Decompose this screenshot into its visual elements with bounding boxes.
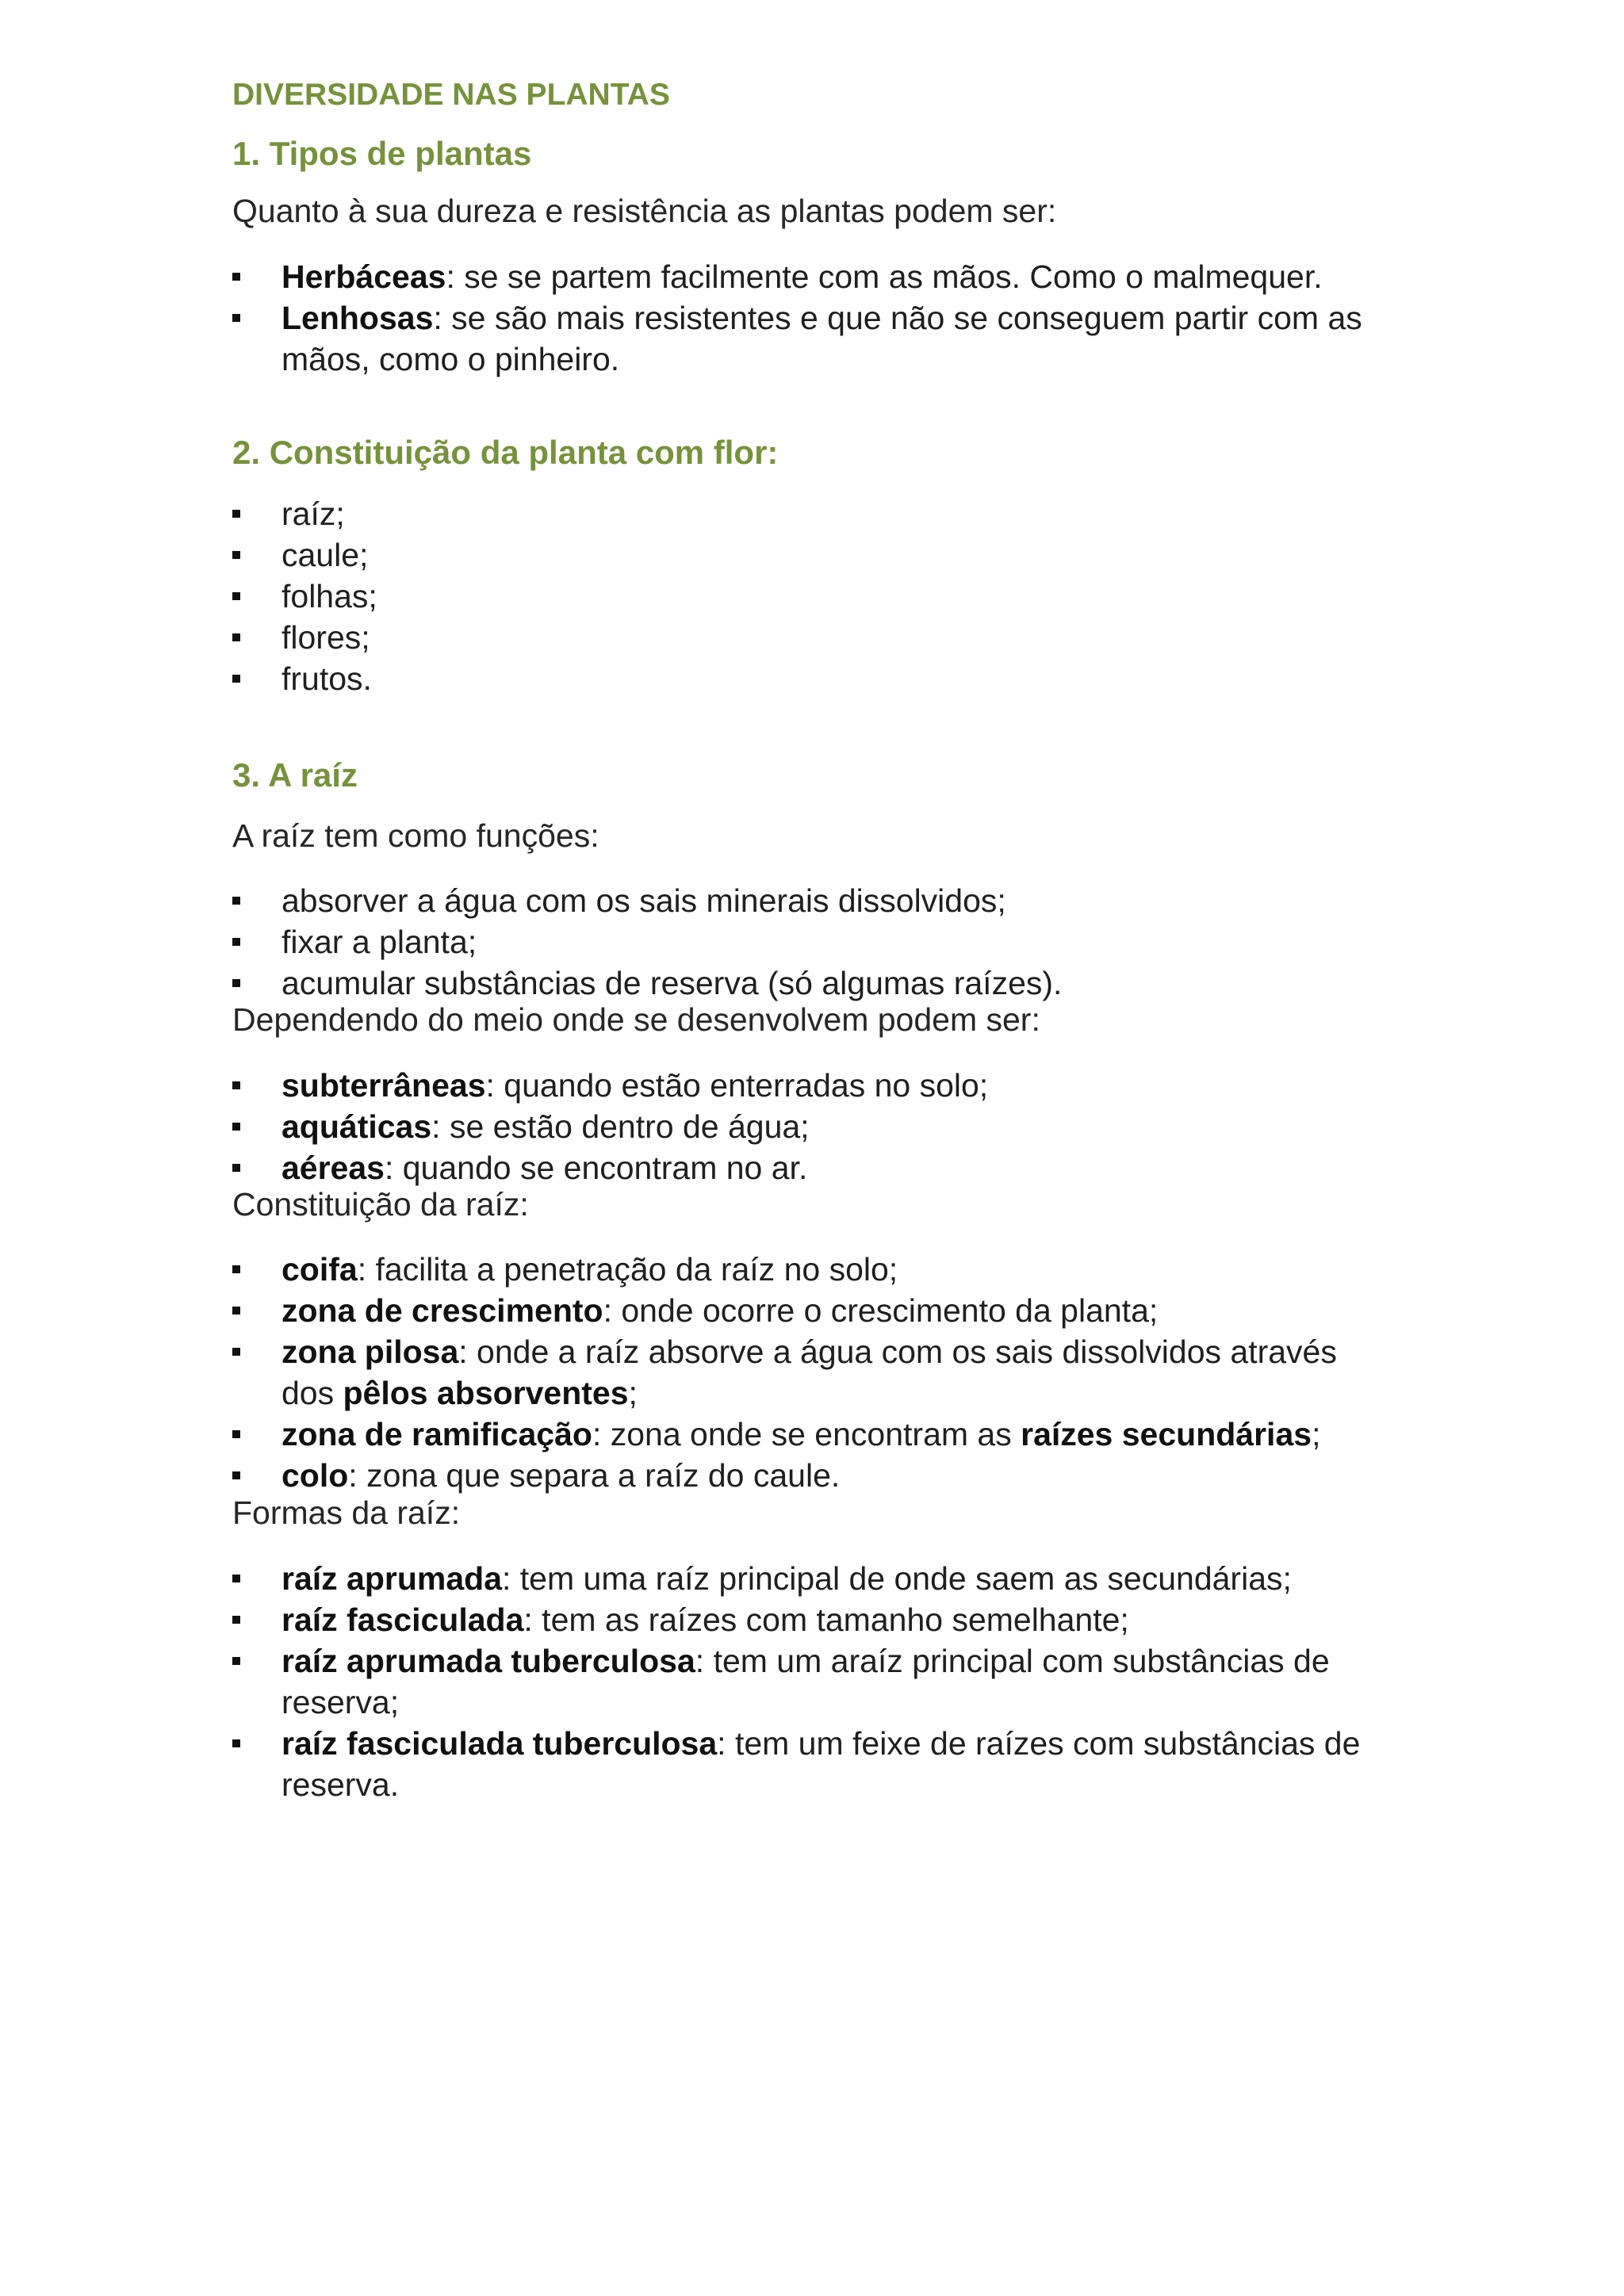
description: : onde a raíz absorve a água com os sais dissolvidos através dos xyxy=(282,1334,1337,1411)
term: raíz aprumada tuberculosa xyxy=(282,1643,695,1679)
bullet-icon xyxy=(232,1348,240,1356)
root-forms-intro: Formas da raíz: xyxy=(232,1494,461,1531)
item-text: raíz; xyxy=(282,496,345,532)
term: aquáticas xyxy=(282,1108,432,1145)
root-functions-intro: A raíz tem como funções: xyxy=(232,817,599,854)
section-2-heading: 2. Constituição da planta com flor: xyxy=(232,434,779,471)
item-text: folhas; xyxy=(282,578,377,614)
list-item xyxy=(232,1065,1422,1106)
description: : zona onde se encontram as xyxy=(592,1416,1021,1452)
description: : tem um araíz principal com substâncias de reserva; xyxy=(282,1643,1330,1720)
list-item xyxy=(232,1599,1382,1640)
term: pêlos absorventes xyxy=(343,1375,629,1411)
document-title: DIVERSIDADE NAS PLANTAS xyxy=(232,78,670,112)
plant-parts-list xyxy=(232,493,1422,699)
root-medium-intro: Dependendo do meio onde se desenvolvem podem ser: xyxy=(232,1001,1040,1038)
description-tail: ; xyxy=(1312,1416,1321,1452)
term: zona de ramificação xyxy=(282,1416,592,1452)
list-item xyxy=(232,1290,1382,1331)
plant-types-list xyxy=(232,256,1398,380)
item-text: absorver a água com os sais minerais dissolvidos; xyxy=(282,882,1006,919)
item-text: fixar a planta; xyxy=(282,924,477,960)
bullet-icon xyxy=(232,1164,240,1172)
list-item xyxy=(232,1147,1422,1188)
term: raíz fasciculada xyxy=(282,1601,524,1638)
bullet-icon xyxy=(232,1575,240,1582)
bullet-icon xyxy=(232,633,240,641)
section-3-heading: 3. A raíz xyxy=(232,756,358,794)
description-tail: ; xyxy=(628,1375,638,1411)
term: aéreas xyxy=(282,1150,385,1186)
root-constitution-intro: Constituição da raíz: xyxy=(232,1186,529,1223)
list-item xyxy=(232,493,1422,534)
description: : tem uma raíz principal de onde saem as secundárias; xyxy=(502,1560,1292,1597)
bullet-icon xyxy=(232,551,240,559)
bullet-icon xyxy=(232,1616,240,1624)
bullet-icon xyxy=(232,592,240,600)
description: : se se partem facilmente com as mãos. Como o malmequer. xyxy=(446,258,1323,295)
term: colo xyxy=(282,1457,349,1494)
list-item xyxy=(232,1558,1382,1599)
term: Lenhosas xyxy=(282,300,434,336)
description: : onde ocorre o crescimento da planta; xyxy=(603,1292,1159,1329)
term: zona de crescimento xyxy=(282,1292,603,1329)
list-item xyxy=(232,921,1422,962)
description: : zona que separa a raíz do caule. xyxy=(348,1457,841,1494)
item-text: caule; xyxy=(282,537,369,573)
description: : se estão dentro de água; xyxy=(431,1108,810,1145)
bullet-icon xyxy=(232,1471,240,1479)
list-item xyxy=(232,297,1398,380)
bullet-icon xyxy=(232,1430,240,1438)
description: : se são mais resistentes e que não se conseguem partir com as mãos, como o pinheiro. xyxy=(282,300,1362,377)
bullet-icon xyxy=(232,273,240,281)
list-item xyxy=(232,534,1422,576)
item-text: flores; xyxy=(282,619,370,656)
bullet-icon xyxy=(232,1739,240,1747)
bullet-icon xyxy=(232,1657,240,1665)
list-item xyxy=(232,1331,1382,1414)
term: coifa xyxy=(282,1251,358,1288)
list-item xyxy=(232,256,1398,297)
list-item xyxy=(232,576,1422,617)
section-1-heading: 1. Tipos de plantas xyxy=(232,135,532,172)
bullet-icon xyxy=(232,314,240,322)
list-item xyxy=(232,1640,1382,1723)
item-text: frutos. xyxy=(282,660,372,697)
bullet-icon xyxy=(232,938,240,946)
term: zona pilosa xyxy=(282,1334,459,1370)
root-functions-list xyxy=(232,880,1422,1004)
term: raízes secundárias xyxy=(1021,1416,1312,1452)
description: : quando estão enterradas no solo; xyxy=(485,1067,989,1104)
term: Herbáceas xyxy=(282,258,446,295)
description: : facilita a penetração da raíz no solo; xyxy=(357,1251,898,1288)
term: raíz fasciculada tuberculosa xyxy=(282,1725,718,1762)
section-1-intro: Quanto à sua dureza e resistência as plantas podem ser: xyxy=(232,193,1057,229)
list-item xyxy=(232,617,1422,658)
list-item xyxy=(232,658,1422,699)
root-medium-list xyxy=(232,1065,1422,1188)
bullet-icon xyxy=(232,979,240,987)
bullet-icon xyxy=(232,1123,240,1131)
term: subterrâneas xyxy=(282,1067,486,1104)
root-forms-list xyxy=(232,1558,1382,1805)
list-item xyxy=(232,1414,1382,1455)
bullet-icon xyxy=(232,1265,240,1273)
bullet-icon xyxy=(232,1081,240,1089)
list-item xyxy=(232,1106,1422,1147)
term: raíz aprumada xyxy=(282,1560,502,1597)
description: : tem um feixe de raízes com substâncias de reserva. xyxy=(282,1725,1361,1803)
list-item xyxy=(232,1455,1382,1496)
bullet-icon xyxy=(232,1307,240,1314)
bullet-icon xyxy=(232,510,240,518)
list-item xyxy=(232,962,1422,1004)
bullet-icon xyxy=(232,675,240,683)
list-item xyxy=(232,1249,1382,1290)
list-item xyxy=(232,1723,1382,1805)
list-item xyxy=(232,880,1422,921)
item-text: acumular substâncias de reserva (só algumas raízes). xyxy=(282,965,1063,1001)
description: : quando se encontram no ar. xyxy=(384,1150,808,1186)
description: : tem as raízes com tamanho semelhante; xyxy=(523,1601,1129,1638)
bullet-icon xyxy=(232,897,240,905)
root-constitution-list xyxy=(232,1249,1382,1496)
